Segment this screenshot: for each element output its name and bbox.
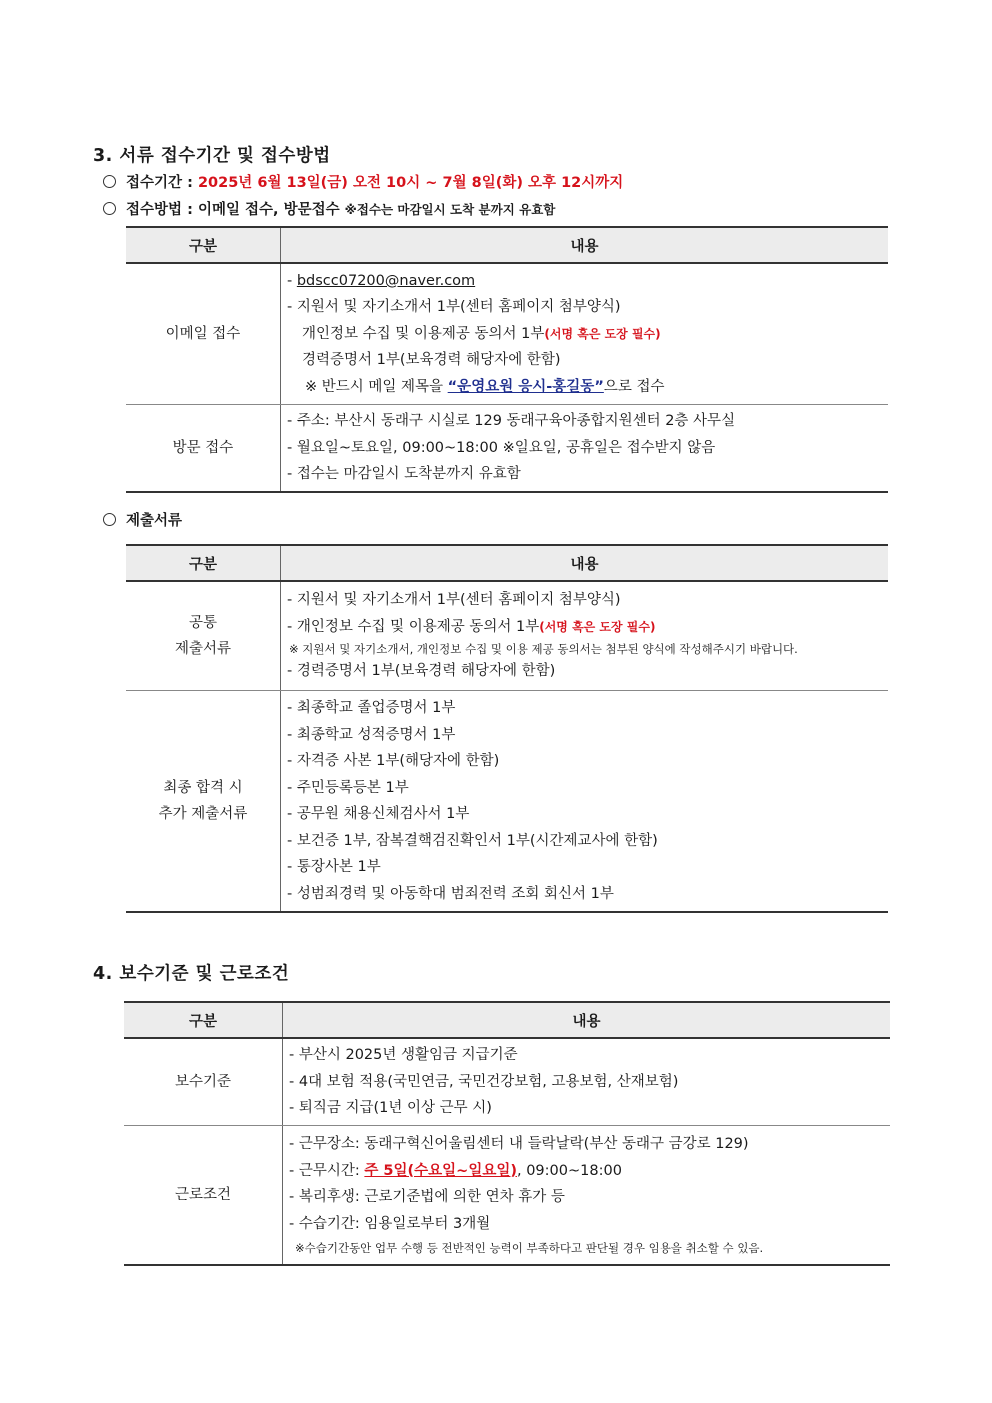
pay-line2: - 4대 보험 적용(국민연금, 국민건강보험, 고용보험, 산재보험) xyxy=(289,1073,679,1090)
section4-title: 4. 보수기준 및 근로조건 xyxy=(93,964,290,984)
common-line2-note: (서명 혹은 도장 필수) xyxy=(539,619,656,634)
method-line xyxy=(103,198,555,219)
docs-label: 제출서류 xyxy=(126,513,183,529)
email-line4: 경력증명서 1부(보육경력 해당자에 한함) xyxy=(302,352,561,369)
table-header-content: 내용 xyxy=(281,545,889,581)
final-item: - 최종학교 졸업증명서 1부 xyxy=(287,700,456,716)
table-header-category: 구분 xyxy=(126,545,281,581)
pay-conditions-table xyxy=(124,1001,890,1266)
table-row-common xyxy=(126,581,888,691)
row-label-common-2: 제출서류 xyxy=(174,641,232,657)
row-label-visit: 방문 접수 xyxy=(126,405,281,493)
period-label: 접수기간 : xyxy=(126,175,193,191)
table-row-pay xyxy=(124,1038,890,1126)
work-line4: - 수습기간: 임용일로부터 3개월 xyxy=(289,1215,491,1232)
row-label-final-2: 추가 제출서류 xyxy=(158,806,248,822)
final-item: - 주민등록등본 1부 xyxy=(287,779,409,796)
visit-line1: - 주소: 부산시 동래구 시실로 129 동래구육아종합지원센터 2층 사무실 xyxy=(287,413,736,430)
work-note: ※수습기간동안 업무 수행 등 전반적인 능력이 부족하다고 판단될 경우 임용을 취소할 수 있음. xyxy=(295,1241,764,1255)
pay-line3: - 퇴직금 지급(1년 이상 근무 시) xyxy=(289,1100,492,1117)
table-row-final xyxy=(126,691,888,913)
row-label-final-1: 최종 합격 시 xyxy=(163,780,243,796)
work-line1: - 근무장소: 동래구혁신어울림센터 내 들락날락(부산 동래구 금강로 129) xyxy=(289,1136,749,1152)
circle-bullet-icon xyxy=(103,202,116,215)
method-label: 접수방법 : xyxy=(126,202,193,218)
work-line2-post: , 09:00~18:00 xyxy=(516,1162,622,1179)
circle-bullet-icon xyxy=(103,175,116,188)
method-value: 이메일 접수, 방문접수 xyxy=(197,202,340,218)
section3-title: 3. 서류 접수기간 및 접수방법 xyxy=(93,146,331,166)
period-value: 2025년 6월 13일(금) 오전 10시 ~ 7월 8일(화) 오후 12시까지 xyxy=(197,175,624,191)
row-label-pay: 보수기준 xyxy=(124,1038,283,1126)
visit-line2: - 월요일~토요일, 09:00~18:00 ※일요일, 공휴일은 접수받지 않음 xyxy=(287,439,716,456)
method-note: ※접수는 마감일시 도착 분까지 유효함 xyxy=(344,202,556,217)
row-label-work: 근로조건 xyxy=(124,1126,283,1266)
work-line2-pre: - 근무시간: xyxy=(289,1162,365,1179)
table-header-content: 내용 xyxy=(281,227,889,263)
email-subject-title: “운영요원 응시-홍길동” xyxy=(447,378,604,395)
work-days: 주 5일(수요일~일요일) xyxy=(364,1162,517,1179)
row-label-email: 이메일 접수 xyxy=(126,263,281,405)
final-item: - 자격증 사본 1부(해당자에 한함) xyxy=(287,753,500,769)
docs-line xyxy=(103,509,182,530)
period-line xyxy=(103,171,623,192)
table-header-category: 구분 xyxy=(126,227,281,263)
table-row-email: 이메일 접수 - bdscc07200@naver.com - 지원서 및 자기소개서 1부(센터 홈페이지 첨부양식) 개인정보 수집 및 이용제공 동의서 1부(서명 혹은 도장 필수) 경력증명서 1부(보육경력 해당자에 한함) ※ 반드시 메일 제목을 “운영요원 응시-홍길동”으로 접수 xyxy=(126,263,888,405)
email-line3: 개인정보 수집 및 이용제공 동의서 1부 xyxy=(302,325,545,342)
documents-table xyxy=(126,544,888,913)
final-item: - 통장사본 1부 xyxy=(287,859,381,875)
final-item: - 최종학교 성적증명서 1부 xyxy=(287,726,456,743)
common-line3: - 경력증명서 1부(보육경력 해당자에 한함) xyxy=(287,663,556,680)
email-line5-post: 으로 접수 xyxy=(603,378,665,395)
table-header-content: 내용 xyxy=(283,1002,891,1038)
email-address-link[interactable]: bdscc07200@naver.com xyxy=(296,272,476,289)
table-header-category: 구분 xyxy=(124,1002,283,1038)
final-item: - 공무원 채용신체검사서 1부 xyxy=(287,806,470,822)
common-line1: - 지원서 및 자기소개서 1부(센터 홈페이지 첨부양식) xyxy=(287,592,621,609)
row-label-common-1: 공통 xyxy=(188,615,217,631)
email-line2: - 지원서 및 자기소개서 1부(센터 홈페이지 첨부양식) xyxy=(287,299,621,316)
circle-bullet-icon xyxy=(103,513,116,526)
email-line5-pre: ※ 반드시 메일 제목을 xyxy=(305,378,448,395)
submission-method-table xyxy=(126,226,888,493)
table-row-work xyxy=(124,1126,890,1266)
table-row-visit xyxy=(126,405,888,493)
common-line2: - 개인정보 수집 및 이용제공 동의서 1부 xyxy=(287,618,540,635)
common-note: ※ 지원서 및 자기소개서, 개인정보 수집 및 이용 제공 동의서는 첨부된 양식에 작성해주시기 바랍니다. xyxy=(289,642,798,657)
final-item: - 보건증 1부, 잠복결핵검진확인서 1부(시간제교사에 한함) xyxy=(287,832,658,849)
email-line3-note: (서명 혹은 도장 필수) xyxy=(544,326,661,341)
pay-line1: - 부산시 2025년 생활임금 지급기준 xyxy=(289,1047,518,1064)
work-line3: - 복리후생: 근로기준법에 의한 연차 휴가 등 xyxy=(289,1189,565,1205)
final-item: - 성범죄경력 및 아동학대 범죄전력 조회 회신서 1부 xyxy=(287,885,614,902)
visit-line3: - 접수는 마감일시 도착분까지 유효함 xyxy=(287,466,521,483)
